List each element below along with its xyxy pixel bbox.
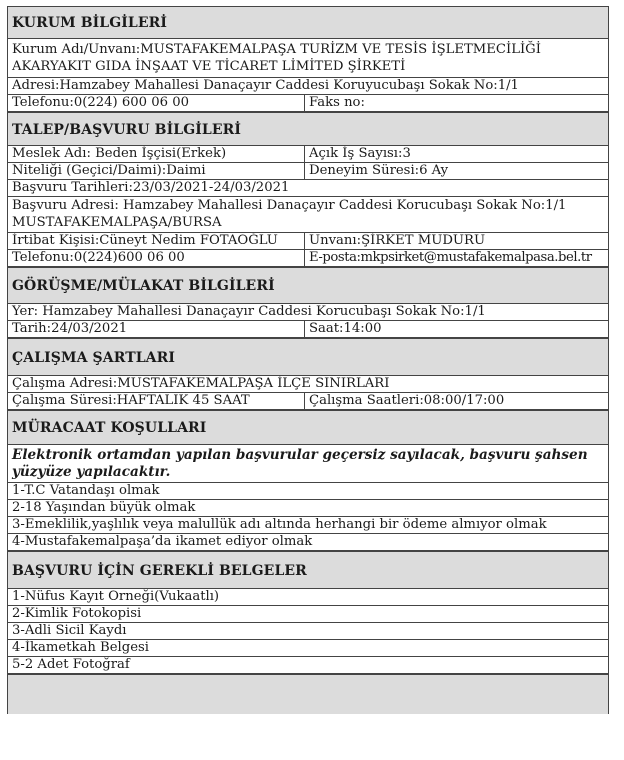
kurum-telefon: Telefonu:0(224) 600 06 00 bbox=[8, 95, 305, 111]
calisma-saatler: Çalışma Saatleri:08:00/17:00 bbox=[309, 393, 505, 408]
talep-row-2 bbox=[8, 163, 608, 180]
talep-deneyim: Deneyim Süresi:6 Ay bbox=[309, 163, 449, 178]
kurum-iletisim-row bbox=[8, 95, 608, 112]
kurum-header: KURUM BİLGİLERİ bbox=[8, 6, 608, 39]
belge-item: 3-Adli Sicil Kaydı bbox=[8, 623, 608, 640]
muracaat-item: 2-18 Yaşından büyük olmak bbox=[8, 500, 608, 517]
gorusme-saat: Saat:14:00 bbox=[309, 321, 382, 336]
belge-item: 1-Nüfus Kayıt Örneği(Vukaatlı) bbox=[8, 589, 608, 606]
talep-acik-is: Açık İş Sayısı:3 bbox=[309, 146, 411, 161]
kurum-unvan: Kurum Adı/Unvanı:MUSTAFAKEMALPAŞA TURİZM VE TESİS İŞLETMECİLİĞİ AKARYAKIT GIDA İNŞAAT VE TİCARET LİMİTED ŞİRKETİ bbox=[8, 39, 608, 78]
talep-row-3 bbox=[8, 233, 608, 250]
gorusme-row bbox=[8, 321, 608, 338]
muracaat-header: MÜRACAAT KOŞULLARI bbox=[8, 410, 608, 445]
muracaat-item: 4-Mustafakemalpaşa’da ikamet ediyor olmak bbox=[8, 534, 608, 551]
talep-adres: Başvuru Adresi: Hamzabey Mahallesi Danaçayır Caddesi Korucubaşı Sokak No:1/1 MUSTAFAKEMALPAŞA/BURSA bbox=[8, 197, 608, 233]
gorusme-header: GÖRÜŞME/MÜLAKAT BİLGİLERİ bbox=[8, 267, 608, 304]
belge-item: 2-Kimlik Fotokopisi bbox=[8, 606, 608, 623]
talep-telefon: Telefonu:0(224)600 06 00 bbox=[8, 250, 305, 266]
talep-unvan: Unvanı:ŞİRKET MÜDÜRÜ bbox=[309, 233, 486, 248]
calisma-row bbox=[8, 393, 608, 410]
talep-eposta: E-posta:mkpsirket@mustafakemalpasa.bel.tr bbox=[309, 250, 592, 265]
calisma-sure: Çalışma Süresi:HAFTALIK 45 SAAT bbox=[8, 393, 305, 409]
muracaat-item: 1-T.C Vatandaşı olmak bbox=[8, 483, 608, 500]
gorusme-tarih: Tarih:24/03/2021 bbox=[8, 321, 305, 337]
kurum-adres: Adresi:Hamzabey Mahallesi Danaçayır Caddesi Koruyucubaşı Sokak No:1/1 bbox=[8, 78, 608, 95]
talep-row-1 bbox=[8, 146, 608, 163]
belge-item: 5-2 Adet Fotoğraf bbox=[8, 657, 608, 674]
calisma-adres: Çalışma Adresi:MUSTAFAKEMALPAŞA İLÇE SINIRLARI bbox=[8, 376, 608, 393]
talep-tarihler: Başvuru Tarihleri:23/03/2021-24/03/2021 bbox=[8, 180, 608, 197]
calisma-header: ÇALIŞMA ŞARTLARI bbox=[8, 338, 608, 376]
kurum-faks: Faks no: bbox=[309, 95, 365, 110]
job-posting-form bbox=[7, 6, 609, 714]
belgeler-header: BAŞVURU İÇİN GEREKLİ BELGELER bbox=[8, 551, 608, 589]
next-section-header bbox=[8, 674, 608, 714]
talep-nitelik: Niteliği (Geçici/Daimi):Daimi bbox=[8, 163, 305, 179]
talep-irtibat: İrtibat Kişisi:Cüneyt Nedim FOTAOĞLU bbox=[8, 233, 305, 249]
belge-item: 4-İkametkah Belgesi bbox=[8, 640, 608, 657]
talep-meslek: Meslek Adı: Beden İşçisi(Erkek) bbox=[8, 146, 305, 162]
gorusme-yer: Yer: Hamzabey Mahallesi Danaçayır Caddesi Korucubaşı Sokak No:1/1 bbox=[8, 304, 608, 321]
muracaat-note: Elektronik ortamdan yapılan başvurular geçersiz sayılacak, başvuru şahsen yüzyüze yapılacaktır. bbox=[8, 445, 608, 483]
muracaat-item: 3-Emeklilik,yaşlılık veya malullük adı altında herhangi bir ödeme almıyor olmak bbox=[8, 517, 608, 534]
talep-row-4 bbox=[8, 250, 608, 267]
talep-header: TALEP/BAŞVURU BİLGİLERİ bbox=[8, 112, 608, 146]
